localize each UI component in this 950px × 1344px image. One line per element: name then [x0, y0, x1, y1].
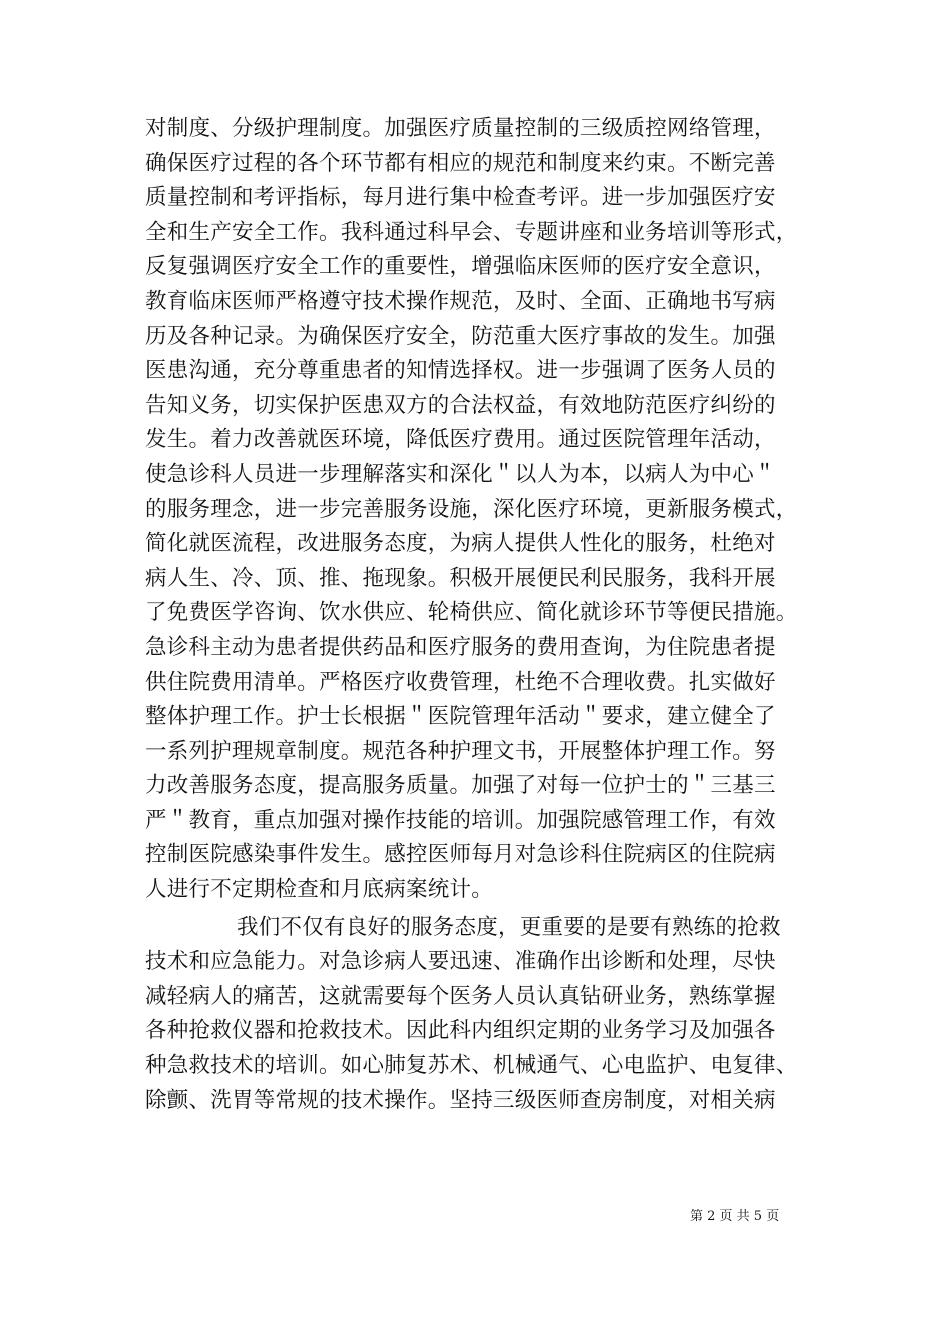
text-line: 全和生产安全工作。我科通过科早会、专题讲座和业务培训等形式，: [145, 219, 798, 245]
text-line: 整体护理工作。护士长根据＂医院管理年活动＂要求，建立健全了: [145, 704, 776, 730]
paragraph-1: [145, 112, 835, 908]
text-line: 质量控制和考评指标，每月进行集中检查考评。进一步加强医疗安: [145, 185, 776, 211]
text-line: 的服务理念，进一步完善服务设施，深化医疗环境，更新服务模式，: [145, 496, 798, 522]
text-line: 供住院费用清单。严格医疗收费管理，杜绝不合理收费。扎实做好: [145, 669, 776, 695]
text-line: 技术和应急能力。对急诊病人要迅速、准确作出诊断和处理，尽快: [145, 949, 776, 975]
text-line: 告知义务，切实保护医患双方的合法权益，有效地防范医疗纠纷的: [145, 392, 776, 418]
text-line: 发生。着力改善就医环境，降低医疗费用。通过医院管理年活动，: [145, 427, 776, 453]
text-line: 反复强调医疗安全工作的重要性，增强临床医师的医疗安全意识，: [145, 254, 776, 280]
text-line: 减轻病人的痛苦，这就需要每个医务人员认真钻研业务，熟练掌握: [145, 983, 776, 1009]
text-line: 病人生、冷、顶、推、拖现象。积极开展便民利民服务，我科开展: [145, 565, 776, 591]
text-line: 我们不仅有良好的服务态度，更重要的是要有熟练的抢救: [237, 914, 781, 940]
text-line: 一系列护理规章制度。规范各种护理文书，开展整体护理工作。努: [145, 738, 776, 764]
text-line: 各种抢救仪器和抢救技术。因此科内组织定期的业务学习及加强各: [145, 1018, 776, 1044]
text-line: 历及各种记录。为确保医疗安全，防范重大医疗事故的发生。加强: [145, 323, 776, 349]
text-line: 力改善服务态度，提高服务质量。加强了对每一位护士的＂三基三: [145, 773, 776, 799]
text-line: 确保医疗过程的各个环节都有相应的规范和制度来约束。不断完善: [145, 150, 776, 176]
text-line: 严＂教育，重点加强对操作技能的培训。加强院感管理工作，有效: [145, 807, 776, 833]
text-line: 种急救技术的培训。如心肺复苏术、机械通气、心电监护、电复律、: [145, 1053, 798, 1079]
text-line: 教育临床医师严格遵守技术操作规范，及时、全面、正确地书写病: [145, 288, 776, 314]
paragraph-2: [145, 911, 835, 1119]
text-line: 人进行不定期检查和月底病案统计。: [145, 877, 494, 903]
text-line: 控制医院感染事件发生。感控医师每月对急诊科住院病区的住院病: [145, 842, 776, 868]
document-body: [145, 112, 835, 1118]
text-line: 使急诊科人员进一步理解落实和深化＂以人为本，以病人为中心＂: [145, 461, 776, 487]
page-number: 第 2 页 共 5 页: [690, 1209, 780, 1224]
text-line: 急诊科主动为患者提供药品和医疗服务的费用查询，为住院患者提: [145, 634, 776, 660]
text-line: 了免费医学咨询、饮水供应、轮椅供应、简化就诊环节等便民措施。: [145, 600, 798, 626]
text-line: 除颤、洗胃等常规的技术操作。坚持三级医师查房制度，对相关病: [145, 1087, 776, 1113]
text-line: 简化就医流程，改进服务态度，为病人提供人性化的服务，杜绝对: [145, 531, 776, 557]
text-line: 医患沟通，充分尊重患者的知情选择权。进一步强调了医务人员的: [145, 358, 776, 384]
text-line: 对制度、分级护理制度。加强医疗质量控制的三级质控网络管理，: [145, 116, 776, 141]
